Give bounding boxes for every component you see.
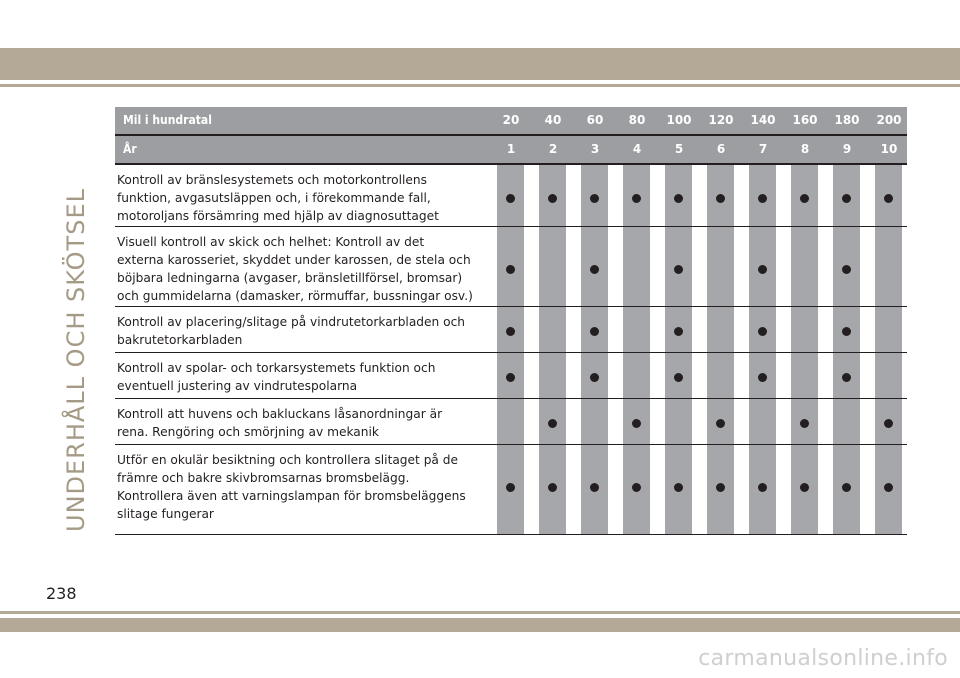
service-mark-dot bbox=[842, 483, 851, 492]
header-year-4: 4 bbox=[632, 142, 642, 156]
service-mark-dot bbox=[674, 483, 683, 492]
service-mark-dot bbox=[590, 327, 599, 336]
header-year-2: 2 bbox=[548, 142, 558, 156]
header-year-9: 9 bbox=[842, 142, 852, 156]
header-label-miles: Mil i hundratal bbox=[123, 113, 212, 127]
service-mark-dot bbox=[506, 265, 515, 274]
table-row bbox=[115, 445, 907, 535]
table-row bbox=[115, 165, 907, 227]
service-mark-dot bbox=[884, 419, 893, 428]
service-mark-dot bbox=[506, 194, 515, 203]
service-mark-dot bbox=[800, 419, 809, 428]
service-mark-dot bbox=[674, 327, 683, 336]
service-mark-dot bbox=[758, 327, 767, 336]
top-decorative-line bbox=[0, 84, 960, 87]
service-mark-dot bbox=[632, 194, 641, 203]
service-mark-dot bbox=[674, 373, 683, 382]
page-number: 238 bbox=[46, 584, 77, 603]
header-year-10: 10 bbox=[880, 142, 898, 156]
service-mark-dot bbox=[632, 483, 641, 492]
service-mark-dot bbox=[590, 373, 599, 382]
service-mark-dot bbox=[842, 373, 851, 382]
maintenance-task-text: Utför en okulär besiktning och kontrollera slitaget på de främre och bakre skivbromsarnas bromsbelägg. Kontrollera även att varningslampan för bromsbeläggens slitage fungerar bbox=[117, 453, 466, 521]
header-year-5: 5 bbox=[674, 142, 684, 156]
top-decorative-band bbox=[0, 48, 960, 80]
header-year-8: 8 bbox=[800, 142, 810, 156]
service-mark-dot bbox=[716, 419, 725, 428]
service-mark-dot bbox=[506, 327, 515, 336]
header-miles-7: 140 bbox=[750, 113, 776, 127]
service-mark-dot bbox=[716, 194, 725, 203]
header-miles-3: 60 bbox=[586, 113, 604, 127]
table-row bbox=[115, 353, 907, 399]
service-mark-dot bbox=[674, 194, 683, 203]
header-miles-6: 120 bbox=[708, 113, 734, 127]
maintenance-task-text: Kontroll av spolar- och torkarsystemets funktion och eventuell justering av vindrutespolarna bbox=[117, 361, 436, 393]
header-miles-4: 80 bbox=[628, 113, 646, 127]
service-mark-dot bbox=[758, 265, 767, 274]
maintenance-task-text: Kontroll av bränslesystemets och motorkontrollens funktion, avgasutsläppen och, i förekommande fall, motoroljans försämring med hjälp av diagnosuttaget bbox=[117, 173, 439, 223]
table-row bbox=[115, 307, 907, 353]
service-mark-dot bbox=[842, 327, 851, 336]
header-year-3: 3 bbox=[590, 142, 600, 156]
header-year-7: 7 bbox=[758, 142, 768, 156]
header-year-6: 6 bbox=[716, 142, 726, 156]
service-mark-dot bbox=[590, 265, 599, 274]
header-row-miles bbox=[115, 107, 907, 134]
table-row bbox=[115, 227, 907, 307]
watermark-text: carmanualsonline.info bbox=[698, 646, 948, 671]
bottom-decorative-band bbox=[0, 618, 960, 632]
table-row bbox=[115, 399, 907, 445]
service-mark-dot bbox=[758, 373, 767, 382]
section-side-title: UNDERHÅLL OCH SKÖTSEL bbox=[62, 188, 90, 532]
header-miles-5: 100 bbox=[666, 113, 692, 127]
header-miles-1: 20 bbox=[502, 113, 520, 127]
header-row-years bbox=[115, 136, 907, 163]
service-mark-dot bbox=[884, 483, 893, 492]
service-mark-dot bbox=[548, 483, 557, 492]
service-mark-dot bbox=[800, 483, 809, 492]
header-miles-8: 160 bbox=[792, 113, 818, 127]
service-mark-dot bbox=[548, 194, 557, 203]
service-mark-dot bbox=[758, 194, 767, 203]
service-mark-dot bbox=[590, 194, 599, 203]
maintenance-task-text: Visuell kontroll av skick och helhet: Kontroll av det externa karosseriet, skyddet under karossen, de stela och böjbara ledningarna (avgaser, bränsletillförsel, bromsar) och gummidelarna (damasker, rörmuffar, bussningar osv.) bbox=[117, 235, 473, 303]
service-mark-dot bbox=[674, 265, 683, 274]
header-year-1: 1 bbox=[506, 142, 516, 156]
header-miles-9: 180 bbox=[834, 113, 860, 127]
service-mark-dot bbox=[632, 419, 641, 428]
service-mark-dot bbox=[800, 194, 809, 203]
maintenance-task-text: Kontroll att huvens och bakluckans låsanordningar är rena. Rengöring och smörjning av mekanik bbox=[117, 407, 443, 439]
service-mark-dot bbox=[758, 483, 767, 492]
maintenance-task-text: Kontroll av placering/slitage på vindrutetorkarbladen och bakrutetorkarbladen bbox=[117, 315, 465, 347]
header-label-years: År bbox=[123, 142, 137, 156]
service-mark-dot bbox=[506, 373, 515, 382]
service-mark-dot bbox=[842, 194, 851, 203]
header-miles-2: 40 bbox=[544, 113, 562, 127]
service-mark-dot bbox=[506, 483, 515, 492]
header-miles-10: 200 bbox=[876, 113, 902, 127]
bottom-decorative-line bbox=[0, 611, 960, 614]
service-mark-dot bbox=[548, 419, 557, 428]
service-mark-dot bbox=[884, 194, 893, 203]
service-mark-dot bbox=[842, 265, 851, 274]
row-divider bbox=[115, 534, 907, 535]
service-mark-dot bbox=[716, 483, 725, 492]
service-mark-dot bbox=[590, 483, 599, 492]
